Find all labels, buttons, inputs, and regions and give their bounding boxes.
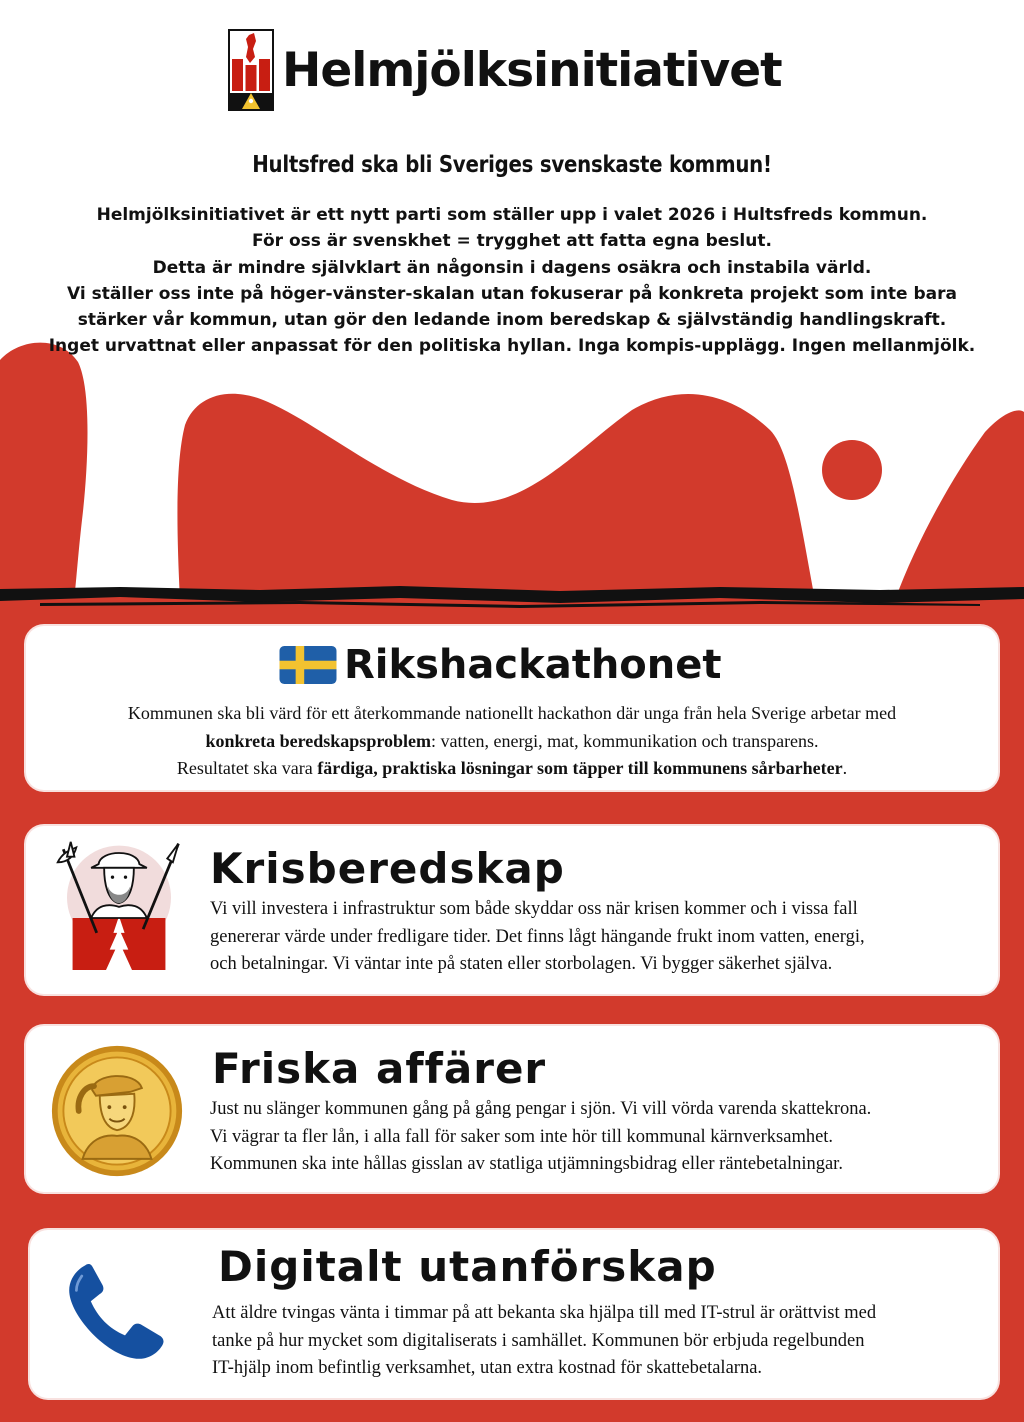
card-line: genererar värde under fredligare tider. Det finns lågt hängande frukt inom vatten, energi, bbox=[210, 926, 865, 947]
card-line bbox=[26, 728, 998, 756]
card-friska-affarer bbox=[26, 1026, 998, 1192]
card-line: Kommunen ska inte hållas gisslan av statliga utjämningsbidrag eller räntebetalningar. bbox=[210, 1154, 843, 1174]
intro-text bbox=[40, 202, 984, 360]
card-line: Att äldre tvingas vänta i timmar på att bekanta ska hjälpa till med IT-strul är orättvist med bbox=[212, 1303, 877, 1323]
card-line: IT-hjälp inom befintlig verksamhet, utan extra kostnad för skattebetalarna. bbox=[212, 1358, 763, 1378]
card-body bbox=[210, 896, 865, 979]
card-title: Digitalt utanförskap bbox=[218, 1242, 717, 1291]
intro-line: För oss är svenskhet = trygghet att fatta egna beslut. bbox=[252, 231, 772, 252]
phone-icon bbox=[62, 1258, 170, 1366]
intro-line: stärker vår kommun, utan gör den ledande inom beredskap & självständig handlingskraft. bbox=[77, 310, 947, 331]
card-body bbox=[210, 1096, 871, 1179]
brand-name: Helmjölksinitiativet bbox=[282, 42, 782, 98]
intro-line: Vi ställer oss inte på höger-vänster-skalan utan fokuserar på konkreta projekt som inte bara bbox=[66, 283, 958, 304]
intro-line: Helmjölksinitiativet är ett nytt parti som ställer upp i valet 2026 i Hultsfreds kommun. bbox=[96, 205, 928, 225]
card-body bbox=[26, 700, 998, 783]
text-segment: : vatten, energi, mat, kommunikation och transparens. bbox=[430, 730, 819, 751]
brand bbox=[228, 28, 782, 112]
bold-phrase: färdiga, praktiska lösningar som täpper till kommunens sårbarheter bbox=[317, 758, 843, 778]
red-hill-right bbox=[895, 410, 1024, 600]
text-segment: Resultatet ska vara bbox=[176, 758, 318, 778]
bold-phrase: konkreta beredskapsproblem bbox=[205, 730, 431, 751]
card-line: Vi vill investera i infrastruktur som både skyddar oss när krisen kommer och i vissa fall bbox=[210, 899, 858, 919]
party-logo-icon bbox=[228, 29, 274, 111]
card-line: tanke på hur mycket som digitaliserats i samhället. Kommunen bör erbjuda regelbunden bbox=[212, 1330, 865, 1351]
red-hill-left bbox=[0, 343, 88, 600]
card-title: Rikshackathonet bbox=[344, 642, 722, 688]
card-line: Kommunen ska bli värd för ett återkommande nationellt hackathon där unga från hela Sverige arbetar med bbox=[127, 703, 897, 723]
swedish-flag-icon bbox=[278, 646, 338, 684]
slogan: Hultsfred ska bli Sveriges svenskaste kommun! bbox=[252, 152, 772, 178]
card-title: Krisberedskap bbox=[210, 844, 565, 893]
red-dot bbox=[822, 440, 882, 500]
intro-line: Inget urvattnat eller anpassat för den politiska hyllan. Inga kompis-upplägg. Ingen mellanmjölk. bbox=[48, 336, 976, 357]
card-line: och betalningar. Vi väntar inte på staten eller storbolagen. Vi bygger säkerhet själva. bbox=[210, 954, 833, 974]
card-title: Friska affärer bbox=[212, 1044, 547, 1093]
red-hills-middle bbox=[177, 394, 815, 600]
card-line: Just nu slänger kommunen gång på gång pengar i sjön. Vi vill vörda varenda skattekrona. bbox=[210, 1099, 872, 1119]
card-body bbox=[212, 1300, 876, 1383]
card-digitalt-utanforskap bbox=[30, 1230, 998, 1398]
soldier-illustration-icon bbox=[48, 840, 190, 970]
text-segment: . bbox=[842, 758, 848, 778]
card-line bbox=[26, 755, 998, 783]
card-krisberedskap bbox=[26, 826, 998, 994]
card-line: Vi vägrar ta fler lån, i alla fall för saker som inte hör till kommunal kärnverksamhet. bbox=[210, 1126, 834, 1147]
gold-coin-icon bbox=[50, 1044, 184, 1178]
card-rikshackathonet bbox=[26, 626, 998, 790]
intro-line: Detta är mindre självklart än någonsin i dagens osäkra och instabila värld. bbox=[152, 257, 872, 278]
